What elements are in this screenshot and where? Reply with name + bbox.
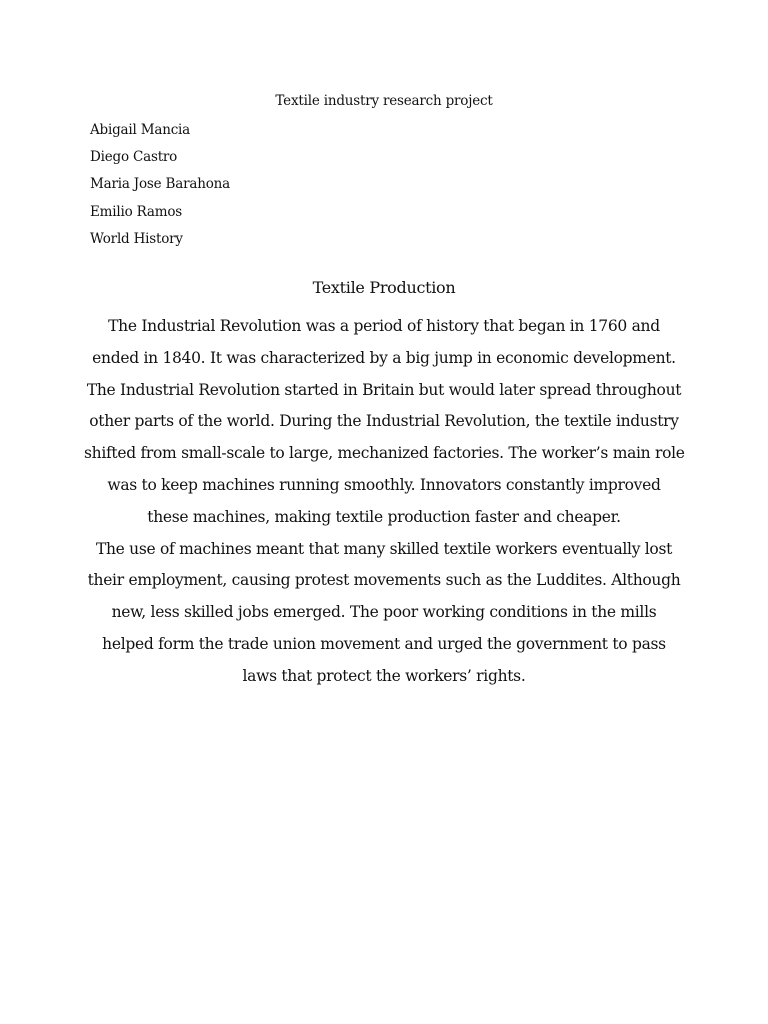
author-maria-jose-barahona: Maria Jose Barahona bbox=[90, 176, 230, 193]
body-paragraphs bbox=[84, 311, 684, 693]
body-line: new, less skilled jobs emerged. The poor working conditions in the mills bbox=[111, 603, 657, 622]
body-line: The Industrial Revolution started in Britain but would later spread throughout bbox=[86, 380, 682, 399]
body-line: other parts of the world. During the Industrial Revolution, the textile industry bbox=[89, 412, 679, 431]
body-line: their employment, causing protest movements such as the Luddites. Although bbox=[87, 571, 681, 590]
document-title: Textile industry research project bbox=[275, 93, 493, 109]
body-line: The Industrial Revolution was a period of history that began in 1760 and bbox=[108, 317, 660, 335]
section-heading: Textile Production bbox=[312, 278, 456, 297]
body-line: these machines, making textile production faster and cheaper. bbox=[147, 507, 621, 526]
body-line: was to keep machines running smoothly. Innovators constantly improved bbox=[107, 475, 661, 494]
course-name: World History bbox=[90, 230, 183, 247]
body-line: laws that protect the workers’ rights. bbox=[242, 666, 526, 685]
author-emilio-ramos: Emilio Ramos bbox=[90, 203, 183, 220]
author-abigail-mancia: Abigail Mancia bbox=[90, 122, 191, 138]
body-line: shifted from small-scale to large, mechanized factories. The worker’s main role bbox=[84, 444, 685, 463]
body-line: The use of machines meant that many skilled textile workers eventually lost bbox=[95, 539, 673, 558]
body-line: helped form the trade union movement and urged the government to pass bbox=[102, 634, 666, 653]
author-info-list bbox=[90, 120, 230, 256]
author-diego-castro: Diego Castro bbox=[90, 149, 178, 166]
body-line: ended in 1840. It was characterized by a big jump in economic development. bbox=[92, 348, 676, 367]
